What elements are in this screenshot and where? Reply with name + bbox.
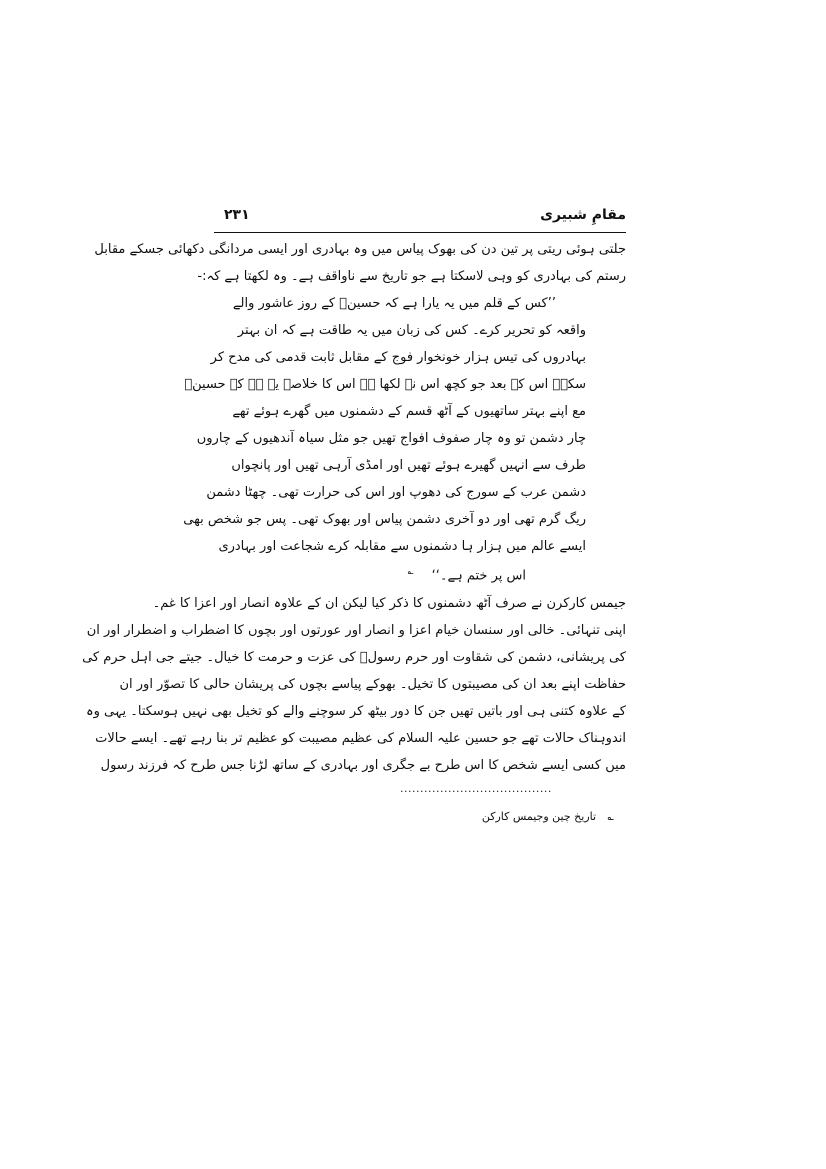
quote-line: اس پر ختم ہے۔‘‘ <box>431 568 526 584</box>
quote-line: ریگ گرم تھی اور دو آخری دشمن پیاس اور بھوک تھی۔ پس جو شخص بھی <box>183 512 586 527</box>
body-line: حفاظت اپنے بعد ان کی مصیبتوں کا تخیل۔ بھوکے پیاسے بچوں کی پریشان حالی کا تصوّر اور ان <box>119 677 626 692</box>
intro-line: رستم کی بہادری کو وہی لاسکتا ہے جو تاریخ سے ناواقف ہے۔ وہ لکھتا ہے کہ:- <box>197 269 626 284</box>
page-number: ۲۳۱ <box>224 207 250 223</box>
quote-line: مع اپنے بہتر ساتھیوں کے آٹھ قسم کے دشمنوں میں گھرے ہوئے تھے <box>232 404 586 419</box>
quote-line: ایسے عالم میں ہزار ہا دشمنوں سے مقابلہ کرے شجاعت اور بہادری <box>218 539 586 554</box>
footnote-separator: ...................................... <box>400 782 552 795</box>
page-header <box>214 207 626 229</box>
body-line: اندوہناک حالات تھے جو حسین علیہ السلام کی عظیم مصیبت کو عظیم تر بنا رہے تھے۔ ایسے حالات <box>95 731 626 746</box>
body-line: کے علاوہ کتنی ہی اور باتیں تھیں جن کا دور بیٹھ کر سوچنے والے کو تخیل بھی نہیں ہوسکتا۔ یہی وہ <box>86 704 626 719</box>
intro-line: جلتی ہوئی ریتی پر تین دن کی بھوک پیاس میں وہ بہادری اور ایسی مردانگی دکھائی جسکے مقابل <box>94 242 626 257</box>
quote-line: سکے۔ اس کے بعد جو کچھ اس نے لکھا ہے اس کا خلاصہ یہ ہے کہ حسینؑ <box>184 377 586 392</box>
quote-line: بہادروں کی تیس ہزار خونخوار فوج کے مقابل ثابت قدمی کی مدح کر <box>210 350 586 365</box>
quote-last-line <box>226 566 526 583</box>
quote-line: ’’کس کے قلم میں یہ یارا ہے کہ حسینؑ کے روز عاشور والے <box>232 296 556 311</box>
quote-line: چار دشمن تو وہ چار صفوف افواج تھیں جو مثل سیاہ آندھیوں کے چاروں <box>196 431 586 446</box>
quote-line: طرف سے انہیں گھیرے ہوئے تھیں اور امڈی آرہی تھیں اور پانچواں <box>231 458 586 473</box>
body-line: اپنی تنہائی۔ خالی اور سنسان خیام اعزا و انصار اور عورتوں اور بچوں کا اضطراب و اضطرار اور ان <box>86 623 626 638</box>
body-line: جیمس کارکرن نے صرف آٹھ دشمنوں کا ذکر کیا لیکن ان کے علاوہ انصار اور اعزا کا غم۔ <box>152 596 626 611</box>
body-line: میں کسی ایسے شخص کا اس طرح بے جگری اور بہادری کے ساتھ لڑنا جس طرح کہ فرزند رسول <box>100 758 626 773</box>
header-rule <box>214 232 626 233</box>
footnote-reference: ؎ <box>407 566 414 577</box>
footnote-marker: ؎ <box>607 810 614 823</box>
body-line: کی پریشانی، دشمن کی شقاوت اور حرم رسولؐ کی عزت و حرمت کا خیال۔ جیتے جی اہل حرم کی <box>82 650 626 665</box>
footnote-text: تاریخ چین وجیمس کارکن <box>481 810 597 823</box>
running-title: مقامِ شبیری <box>540 207 626 223</box>
quote-line: واقعہ کو تحریر کرے۔ کس کی زبان میں یہ طاقت ہے کہ ان بہتر <box>237 323 586 338</box>
quote-line: دشمن عرب کے سورج کی دھوپ اور اس کی حرارت تھی۔ چھٹا دشمن <box>206 485 586 500</box>
footnote <box>314 810 614 823</box>
